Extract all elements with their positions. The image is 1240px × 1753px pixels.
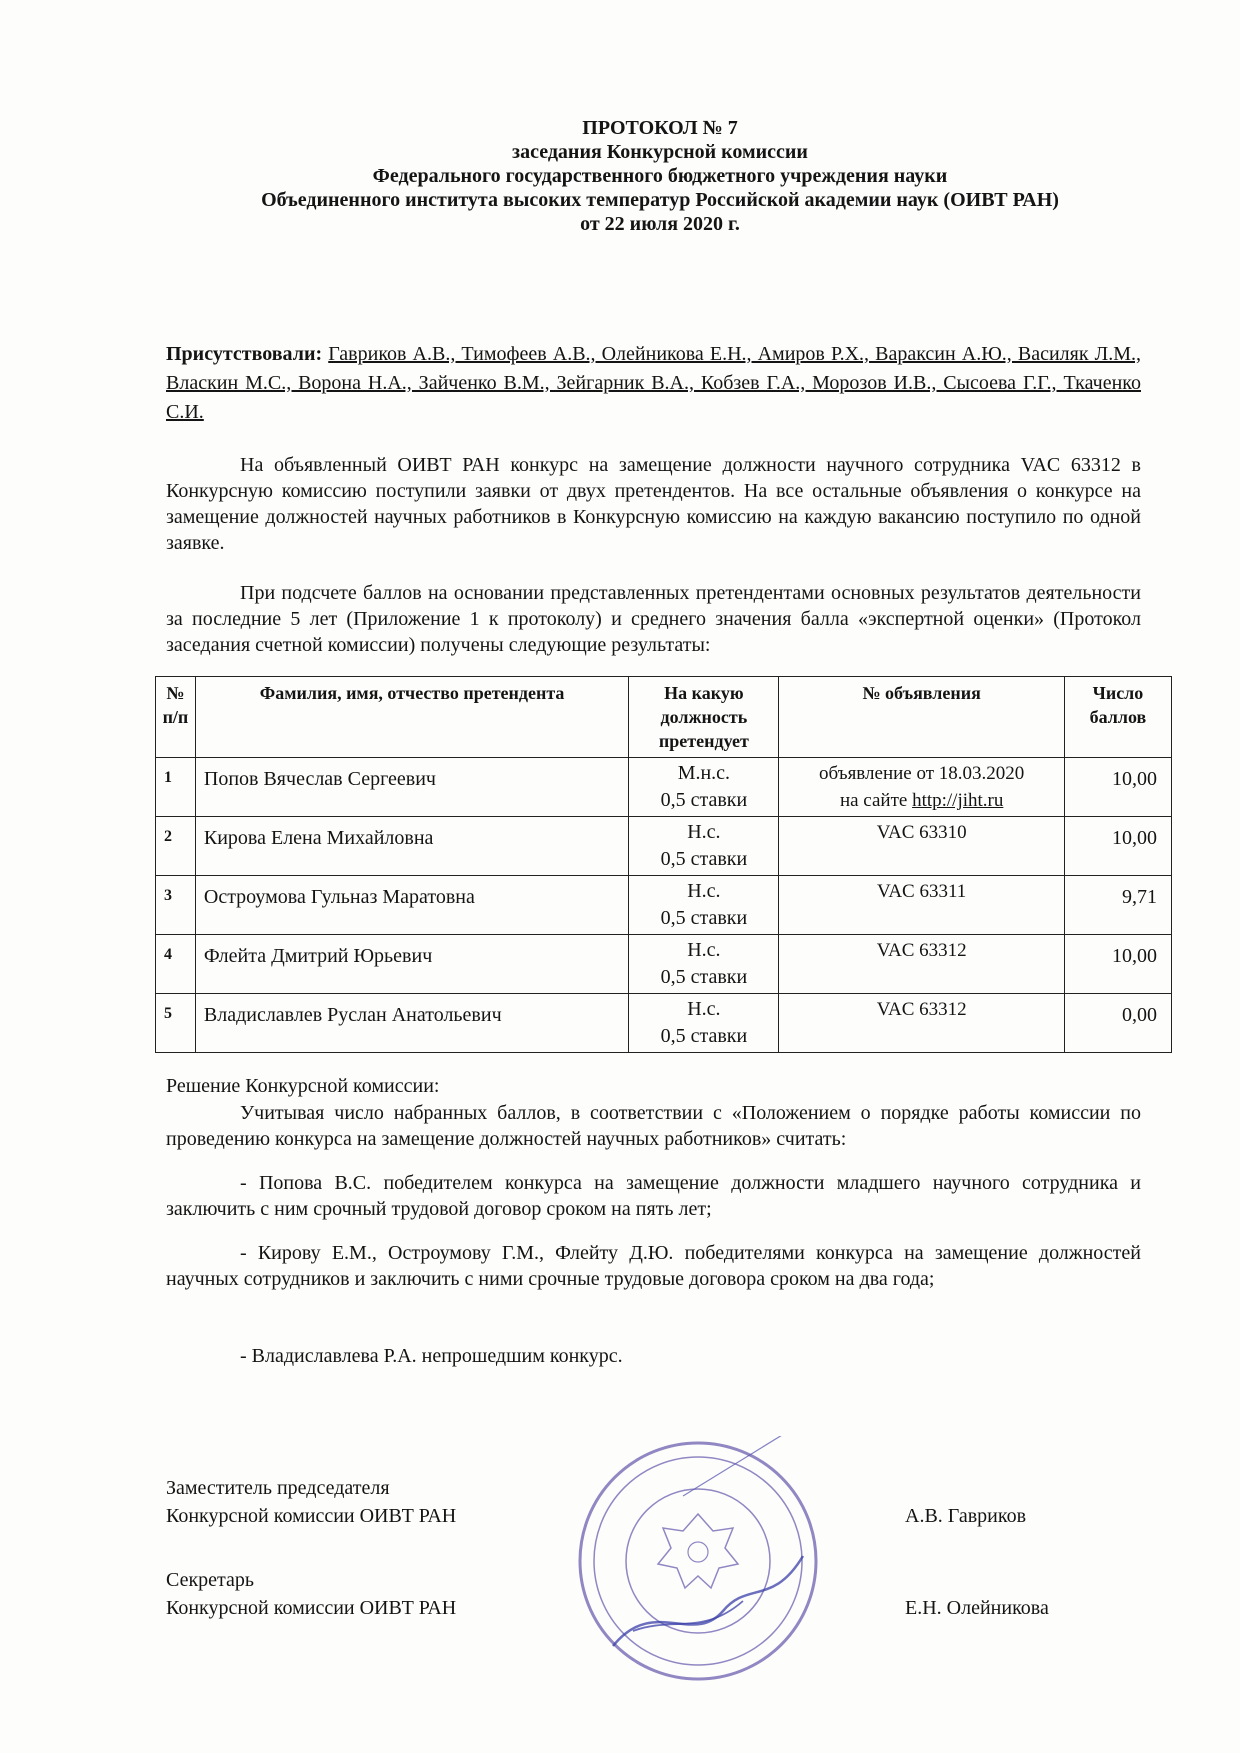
position-rate: 0,5 ставки bbox=[660, 1025, 748, 1047]
decision-item-2: - Кирову Е.М., Остроумову Г.М., Флейту Д.Ю. победителями конкурса на замещение должностей научных сотрудников и заключить с ними срочные трудовые договора сроком на два года; bbox=[166, 1242, 1141, 1290]
attendees-label: Присутствовали: bbox=[166, 343, 323, 365]
institution-line-1: Федерального государственного бюджетного учреждения науки bbox=[372, 165, 948, 187]
signatory-2-role-line-2: Конкурсной комиссии ОИВТ РАН bbox=[166, 1597, 457, 1619]
advert-cell bbox=[779, 994, 1064, 1053]
position-cell bbox=[629, 817, 779, 876]
position-title: Н.с. bbox=[687, 939, 721, 961]
attendees-paragraph bbox=[166, 340, 1141, 427]
position-cell bbox=[629, 758, 779, 817]
candidate-name: Флейта Дмитрий Юрьевич bbox=[195, 935, 628, 994]
applications-paragraph: На объявленный ОИВТ РАН конкурс на замещение должности научного сотрудника VAC 63312 в Конкурсную комиссию поступили заявки от двух претендентов. На все остальные объявления о конкурсе на замещение должностей научных работников в Конкурсную комиссию на каждую вакансию поступило по одной заявке. bbox=[166, 454, 1141, 554]
signatory-1-role bbox=[166, 1474, 456, 1530]
table-header-row bbox=[156, 677, 1172, 758]
position-cell bbox=[629, 876, 779, 935]
row-num: 1 bbox=[156, 758, 196, 817]
row-num: 4 bbox=[156, 935, 196, 994]
signatory-1-role-line-1: Заместитель председателя bbox=[166, 1477, 390, 1499]
row-num: 2 bbox=[156, 817, 196, 876]
decision-title: Решение Конкурсной комиссии: bbox=[166, 1075, 440, 1097]
advert-cell bbox=[779, 935, 1064, 994]
position-rate: 0,5 ставки bbox=[660, 966, 748, 988]
signatory-2-role-line-1: Секретарь bbox=[166, 1569, 255, 1591]
protocol-date: от 22 июля 2020 г. bbox=[580, 213, 740, 235]
protocol-header bbox=[140, 116, 1180, 236]
official-stamp-icon bbox=[573, 1436, 823, 1686]
candidate-name: Владиславлев Руслан Анатольевич bbox=[195, 994, 628, 1053]
advert-text: VAC 63312 bbox=[876, 940, 967, 961]
row-num: 3 bbox=[156, 876, 196, 935]
scoring-paragraph: При подсчете баллов на основании представленных претендентами основных результатов деятельности за последние 5 лет (Приложение 1 к протоколу) и среднего значения балла «экспертной оценки» (Протокол заседания счетной комиссии) получены следующие результаты: bbox=[166, 582, 1141, 656]
score-value: 0,00 bbox=[1064, 994, 1171, 1053]
protocol-subtitle: заседания Конкурсной комиссии bbox=[512, 141, 808, 163]
table-row bbox=[156, 817, 1172, 876]
candidate-name: Кирова Елена Михайловна bbox=[195, 817, 628, 876]
advert-text: VAC 63312 bbox=[876, 999, 967, 1020]
score-value: 10,00 bbox=[1064, 758, 1171, 817]
header-advert: № объявления bbox=[779, 677, 1064, 758]
protocol-number: ПРОТОКОЛ № 7 bbox=[582, 117, 738, 139]
candidate-name: Остроумова Гульназ Маратовна bbox=[195, 876, 628, 935]
advert-text: объявление от 18.03.2020 bbox=[819, 763, 1025, 784]
position-rate: 0,5 ставки bbox=[660, 907, 748, 929]
score-value: 9,71 bbox=[1064, 876, 1171, 935]
attendees-list: Гавриков А.В., Тимофеев А.В., Олейникова Е.Н., Амиров Р.Х., Вараксин А.Ю., Василяк Л.М., Власкин М.С., Ворона Н.А., Зайченко В.М., Зейгарник В.А., Кобзев Г.А., Морозов И.В., Сысоева Г.Г., Ткаченко С.И. bbox=[166, 343, 1142, 423]
signatory-2-role bbox=[166, 1566, 456, 1622]
position-title: М.н.с. bbox=[677, 762, 731, 784]
score-value: 10,00 bbox=[1064, 935, 1171, 994]
position-cell bbox=[629, 994, 779, 1053]
advert-cell bbox=[779, 758, 1064, 817]
table-row bbox=[156, 876, 1172, 935]
position-rate: 0,5 ставки bbox=[660, 789, 748, 811]
table-row bbox=[156, 935, 1172, 994]
position-rate: 0,5 ставки bbox=[660, 848, 748, 870]
advert-text: VAC 63311 bbox=[877, 881, 967, 902]
row-num: 5 bbox=[156, 994, 196, 1053]
header-num: № п/п bbox=[156, 677, 196, 758]
decision-intro: Учитывая число набранных баллов, в соответствии с «Положением о порядке работы комиссии по проведению конкурса на замещение должностей научных работников» считать: bbox=[166, 1102, 1141, 1150]
advert-site-line bbox=[787, 787, 1055, 814]
position-title: Н.с. bbox=[687, 880, 721, 902]
table-row bbox=[156, 994, 1172, 1053]
institution-line-2: Объединенного института высоких температур Российской академии наук (ОИВТ РАН) bbox=[261, 189, 1059, 211]
advert-text: VAC 63310 bbox=[876, 822, 967, 843]
header-position: На какую должность претендует bbox=[629, 677, 779, 758]
header-name: Фамилия, имя, отчество претендента bbox=[195, 677, 628, 758]
advert-url-link[interactable]: http://jiht.ru bbox=[912, 790, 1004, 811]
decision-item-3: - Владиславлева Р.А. непрошедшим конкурс. bbox=[240, 1345, 623, 1367]
candidate-name: Попов Вячеслав Сергеевич bbox=[195, 758, 628, 817]
results-table bbox=[155, 676, 1172, 1053]
signatory-1-name: А.В. Гавриков bbox=[905, 1505, 1027, 1527]
score-value: 10,00 bbox=[1064, 817, 1171, 876]
signatory-1-role-line-2: Конкурсной комиссии ОИВТ РАН bbox=[166, 1505, 457, 1527]
table-row bbox=[156, 758, 1172, 817]
advert-cell bbox=[779, 817, 1064, 876]
signatory-2-name: Е.Н. Олейникова bbox=[905, 1597, 1049, 1619]
header-score: Число баллов bbox=[1064, 677, 1171, 758]
position-title: Н.с. bbox=[687, 998, 721, 1020]
advert-cell bbox=[779, 876, 1064, 935]
decision-item-1: - Попова В.С. победителем конкурса на замещение должности младшего научного сотрудника и заключить с ним срочный трудовой договор сроком на пять лет; bbox=[166, 1172, 1141, 1220]
position-title: Н.с. bbox=[687, 821, 721, 843]
position-cell bbox=[629, 935, 779, 994]
advert-site-label: на сайте bbox=[839, 790, 908, 811]
